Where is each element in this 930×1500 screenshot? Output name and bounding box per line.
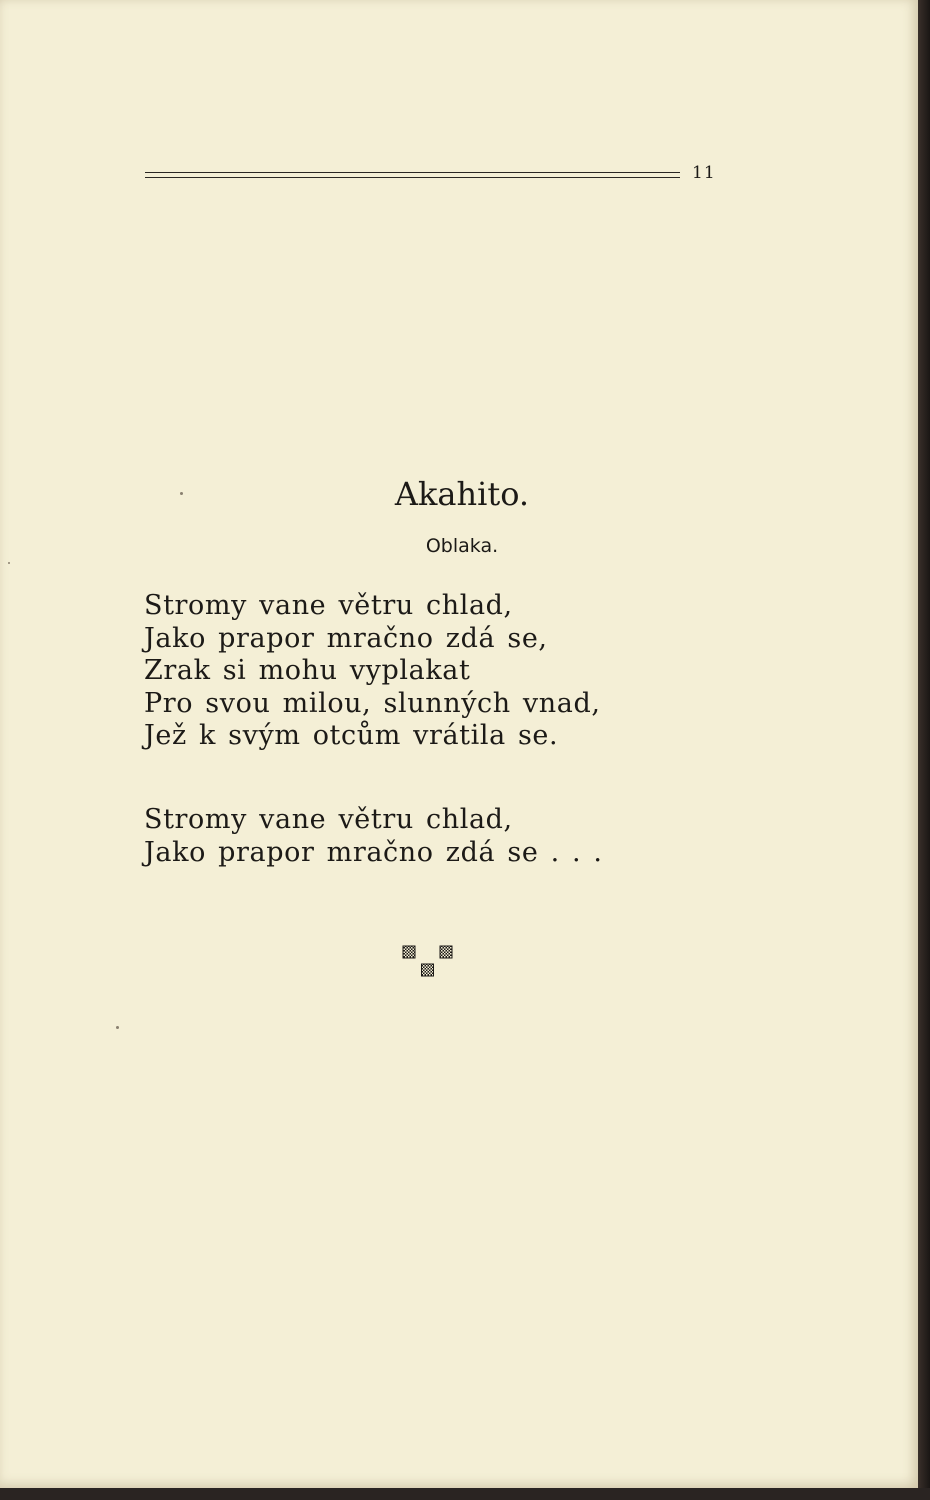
checkered-squares-ornament-icon bbox=[402, 944, 462, 984]
verse-line: Zrak si mohu vyplakat bbox=[144, 655, 471, 686]
ornament-square-right bbox=[440, 946, 452, 958]
ornament-square-left bbox=[403, 946, 415, 958]
paper-speck bbox=[116, 1026, 119, 1029]
ornament-square-center bbox=[422, 964, 434, 976]
paper-speck bbox=[180, 492, 183, 495]
stanza-1 bbox=[144, 590, 601, 753]
header-rule-line-bottom bbox=[145, 177, 680, 178]
page-number: 11 bbox=[692, 163, 716, 183]
header-rule-line-top bbox=[145, 172, 680, 173]
verse-line: Stromy vane větru chlad, bbox=[144, 590, 513, 621]
poem-subtitle: Oblaka. bbox=[425, 535, 499, 557]
ornament-svg bbox=[402, 944, 462, 984]
verse-line: Jež k svým otcům vrátila se. bbox=[144, 720, 559, 751]
scan-edge-right bbox=[918, 0, 930, 1500]
header-double-rule bbox=[145, 172, 680, 180]
stanza-2 bbox=[144, 804, 603, 869]
scan-edge-bottom bbox=[0, 1488, 930, 1500]
poem-title: Akahito. bbox=[394, 475, 530, 513]
verse-line: Stromy vane větru chlad, bbox=[144, 804, 513, 835]
verse-line: Pro svou milou, slunných vnad, bbox=[144, 687, 601, 719]
verse-line: Jako prapor mračno zdá se, bbox=[144, 622, 548, 654]
verse-line: Jako prapor mračno zdá se . . . bbox=[144, 836, 603, 868]
paper-speck bbox=[8, 562, 10, 564]
